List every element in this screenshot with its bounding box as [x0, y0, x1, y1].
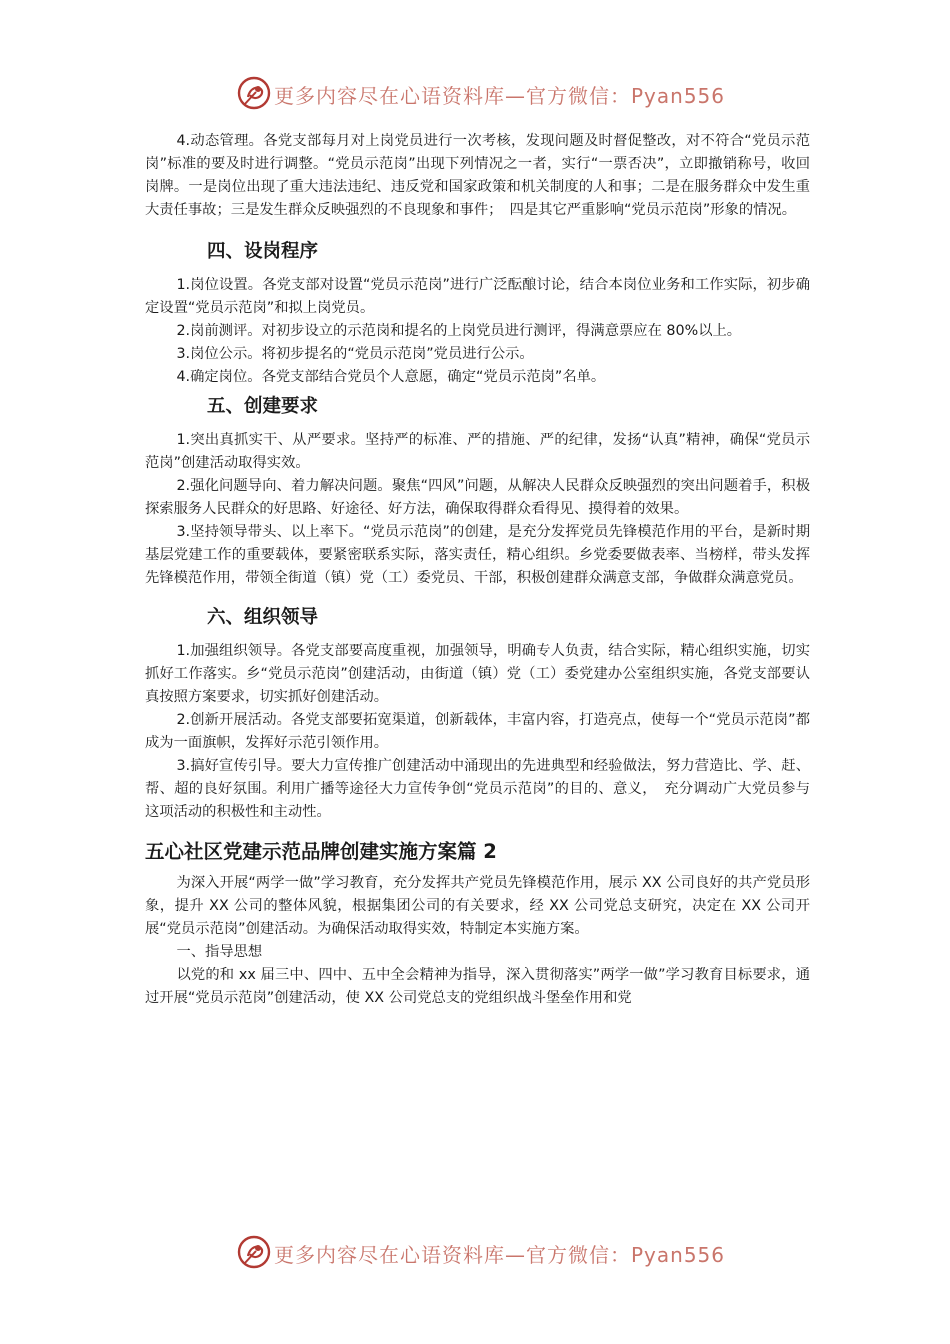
list-item: 3.岗位公示。将初步提名的“党员示范岗”党员进行公示。 — [176, 346, 534, 362]
list-item: 3.搞好宣传引导。要大力宣传推广创建活动中涌现出的先进典型和经验做法，努力营造比、学、赶、帮、超的良好氛围。利用广播等途径大力宣传争创“党员示范岗”的目的、意义， 充分调动广大党员参与这项活动的积极性和主动性。 — [145, 758, 810, 820]
subheading-guiding-ideology: 一、指导思想 — [176, 944, 263, 960]
list-item: 2.创新开展活动。各党支部要拓宽渠道，创新载体，丰富内容，打造亮点，使每一个“党员示范岗”都成为一面旗帜，发挥好示范引领作用。 — [145, 712, 810, 751]
document-body — [145, 130, 810, 1010]
watermark-text: 更多内容尽在心语资料库—官方微信：Pyan556 — [274, 1243, 726, 1267]
list-item: 1.突出真抓实干、从严要求。坚持严的标准、严的措施、严的纪律，发扬“认真”精神，确保“党员示范岗”创建活动取得实效。 — [145, 432, 810, 471]
section-heading-creation-requirements: 五、创建要求 — [207, 396, 319, 417]
section-heading-setup-procedure: 四、设岗程序 — [207, 241, 319, 262]
rose-seal-logo-icon — [236, 1234, 272, 1270]
article-intro: 为深入开展“两学一做”学习教育，充分发挥共产党员先锋模范作用，展示 XX 公司良好的共产党员形象，提升 XX 公司的整体风貌，根据集团公司的有关要求，经 XX 公司党总支研究，决定在 XX 公司开展“党员示范岗”创建活动。为确保活动取得实效，特制定本实施方案。 — [145, 875, 810, 937]
list-item: 1.岗位设置。各党支部对设置“党员示范岗”进行广泛酝酿讨论，结合本岗位业务和工作实际，初步确定设置“党员示范岗”和拟上岗党员。 — [145, 277, 810, 316]
section-heading-organization-leadership: 六、组织领导 — [207, 607, 319, 628]
header-watermark-banner — [0, 73, 950, 113]
watermark-text: 更多内容尽在心语资料库—官方微信：Pyan556 — [274, 84, 726, 108]
article-title: 五心社区党建示范品牌创建实施方案篇 2 — [145, 840, 497, 863]
paragraph-dynamic-management: 4.动态管理。各党支部每月对上岗党员进行一次考核，发现问题及时督促整改，对不符合“党员示范岗”标准的要及时进行调整。“党员示范岗”出现下列情况之一者，实行“一票否决”，立即撤销称号，收回岗牌。一是岗位出现了重大违法违纪、违反党和国家政策和机关制度的人和事；二是在服务群众中发生重大责任事故；三是发生群众反映强烈的不良现象和事件； 四是其它严重影响“党员示范岗”形象的情况。 — [145, 133, 810, 218]
paragraph-guiding-ideology: 以党的和 xx 届三中、四中、五中全会精神为指导，深入贯彻落实”两学一做”学习教育目标要求，通过开展“党员示范岗”创建活动，使 XX 公司党总支的党组织战斗堡垒作用和党 — [145, 967, 810, 1006]
list-item: 2.岗前测评。对初步设立的示范岗和提名的上岗党员进行测评，得满意票应在 80%以上。 — [176, 323, 742, 339]
list-item: 2.强化问题导向、着力解决问题。聚焦“四风”问题，从解决人民群众反映强烈的突出问题着手，积极探索服务人民群众的好思路、好途径、好方法，确保取得群众看得见、摸得着的效果。 — [145, 478, 810, 517]
rose-seal-logo-icon — [236, 75, 272, 111]
list-item: 3.坚持领导带头、以上率下。“党员示范岗”的创建，是充分发挥党员先锋模范作用的平台，是新时期基层党建工作的重要载体，要紧密联系实际，落实责任，精心组织。乡党委要做表率、当榜样，带头发挥先锋模范作用，带领全街道（镇）党（工）委党员、干部，积极创建群众满意支部，争做群众满意党员。 — [145, 524, 810, 586]
footer-watermark-banner — [0, 1232, 950, 1272]
list-item: 1.加强组织领导。各党支部要高度重视，加强领导，明确专人负责，结合实际，精心组织实施，切实抓好工作落实。乡“党员示范岗”创建活动，由街道（镇）党（工）委党建办公室组织实施，各党支部要认真按照方案要求，切实抓好创建活动。 — [145, 643, 810, 705]
list-item: 4.确定岗位。各党支部结合党员个人意愿，确定“党员示范岗”名单。 — [176, 369, 606, 385]
